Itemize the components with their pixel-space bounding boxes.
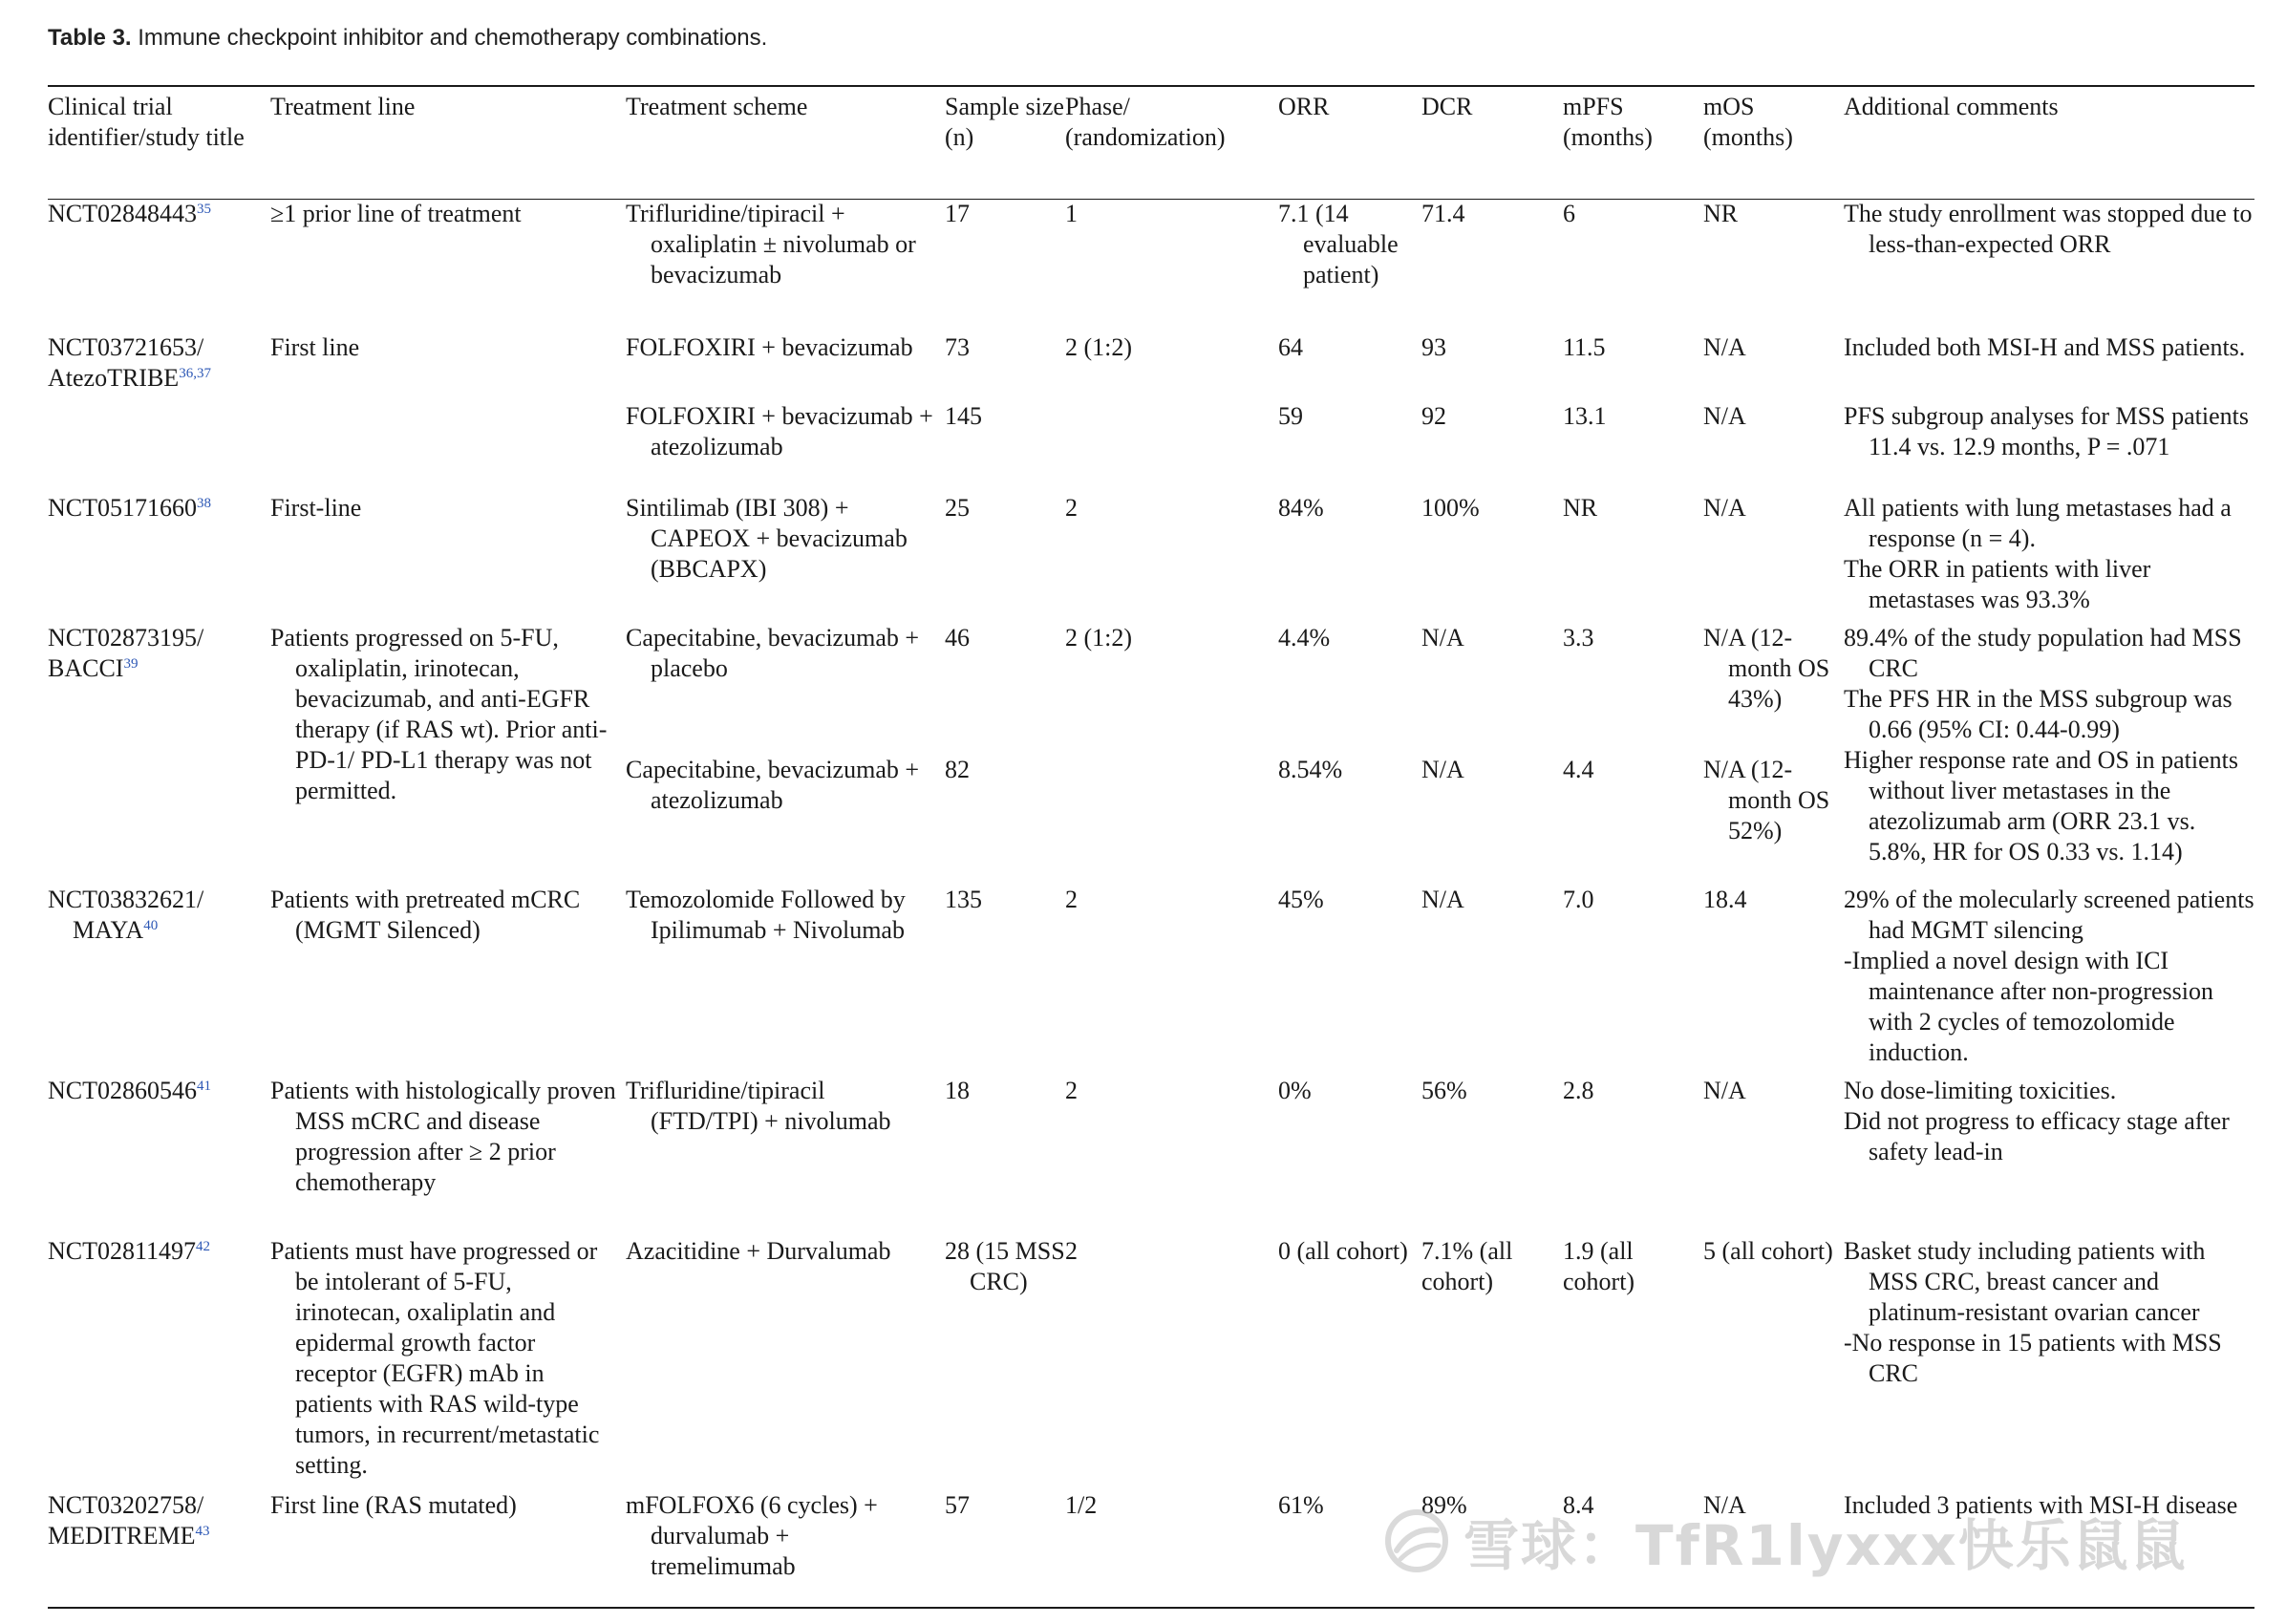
scheme-cell: Capecitabine, bevacizumab + placebo [626, 624, 920, 682]
orr-cell: 61% [1278, 1491, 1324, 1519]
phase-cell: 2 [1065, 1237, 1078, 1265]
line-cell: First line [270, 333, 360, 361]
citation-ref: 42 [196, 1239, 211, 1254]
trial-cell: NCT05171660$^{38}$ [48, 494, 211, 522]
line-cell: Patients with histologically proven MSS mCRC and disease progression after ≥ 2 prior chemotherapy [270, 1077, 616, 1196]
mos-cell: NR [1703, 200, 1739, 227]
mpfs-cell: 3.3 [1563, 624, 1594, 652]
scheme-cell: Sintilimab (IBI 308) + CAPEOX + bevacizumab (BBCAPX) [626, 494, 908, 583]
citation-ref: 41 [197, 1079, 211, 1094]
comments-cell: Included 3 patients with MSI-H disease [1844, 1491, 2238, 1519]
caption-label: Table 3. [48, 25, 132, 51]
n-cell: 57 [945, 1491, 970, 1519]
trial-cell: NCT02811497$^{42}$ [48, 1237, 211, 1265]
table-row [48, 493, 2254, 623]
dcr-cell: 100% [1421, 494, 1480, 522]
comments-cell: The study enrollment was stopped due to less-than-expected ORR [1844, 200, 2253, 258]
phase-cell: 1 [1065, 200, 1078, 227]
trial-cell: NCT02860546$^{41}$ [48, 1077, 211, 1104]
dcr-cell: N/A [1421, 886, 1464, 913]
mos-cell: N/A (12-month OS 43%) [1703, 624, 1830, 713]
mos-cell: N/A [1703, 1077, 1746, 1104]
caption-text: Immune checkpoint inhibitor and chemotherapy combinations. [131, 25, 768, 51]
table-top-rule [48, 85, 2254, 87]
phase-cell: 2 [1065, 1077, 1078, 1104]
dcr-cell: 7.1% (all cohort) [1421, 1237, 1513, 1295]
trial-cell: NCT03721653/ AtezoTRIBE$^{36,37}$ [48, 333, 211, 392]
watermark [1383, 1505, 2188, 1577]
orr-cell: 84% [1278, 494, 1324, 522]
header-mpfs: mPFS (months) [1563, 93, 1653, 151]
citation-ref: 43 [195, 1524, 210, 1539]
phase-cell: 2 [1065, 494, 1078, 522]
header-comments: Additional comments [1844, 93, 2059, 120]
line-cell: Patients progressed on 5-FU, oxaliplatin, irinotecan, bevacizumab, and anti-EGFR therapy (if RAS wt). Prior anti-PD-1/ PD-L1 therapy was not permitted. [270, 624, 608, 804]
citation-ref: 40 [143, 918, 159, 933]
header-treatment-scheme: Treatment scheme [626, 93, 808, 120]
header-dcr: DCR [1421, 93, 1473, 120]
n-cell: 145 [945, 402, 982, 430]
phase-cell: 2 (1:2) [1065, 333, 1133, 361]
n-cell: 28 (15 MSS CRC) [945, 1237, 1065, 1295]
mos-cell: N/A [1703, 333, 1746, 361]
table-header-row [48, 92, 2254, 199]
orr-cell: 45% [1278, 886, 1324, 913]
table-row [48, 199, 2254, 332]
comments-cell: PFS subgroup analyses for MSS patients 11.4 vs. 12.9 months, P = .071 [1844, 402, 2249, 460]
trial-cell: NCT02873195/ BACCI$^{39}$ [48, 624, 204, 682]
orr-cell: 0% [1278, 1077, 1312, 1104]
orr-cell: 4.4% [1278, 624, 1331, 652]
scheme-cell: Trifluridine/tipiracil + oxaliplatin ± nivolumab or bevacizumab [626, 200, 916, 288]
table-row [48, 885, 2254, 1076]
n-cell: 73 [945, 333, 970, 361]
comments-cell: Basket study including patients with MSS CRC, breast cancer and platinum-resistant ovarian cancer -No response in 15 patients with MSS CRC [1844, 1237, 2222, 1387]
n-cell: 18 [945, 1077, 970, 1104]
watermark-text: 雪球：TfR1lyxxx快乐鼠鼠 [1463, 1513, 2188, 1578]
mpfs-cell: 1.9 (all cohort) [1563, 1237, 1635, 1295]
phase-cell: 2 (1:2) [1065, 624, 1133, 652]
scheme-cell: Capecitabine, bevacizumab + atezolizumab [626, 756, 920, 814]
scheme-cell: Trifluridine/tipiracil (FTD/TPI) + nivolumab [626, 1077, 891, 1135]
trial-cell: NCT03832621/ MAYA$^{40}$ [48, 886, 204, 944]
dcr-cell: 92 [1421, 402, 1446, 430]
mpfs-cell: 2.8 [1563, 1077, 1594, 1104]
mos-cell: N/A [1703, 402, 1746, 430]
scheme-cell: FOLFOXIRI + bevacizumab [626, 333, 913, 361]
mos-cell: N/A [1703, 494, 1746, 522]
line-cell: First-line [270, 494, 362, 522]
trial-cell: NCT03202758/ MEDITREME$^{43}$ [48, 1491, 210, 1549]
dcr-cell: 56% [1421, 1077, 1467, 1104]
table-row [48, 1236, 2254, 1490]
orr-cell: 8.54% [1278, 756, 1343, 783]
trial-cell: NCT02848443$^{35}$ [48, 200, 211, 227]
mpfs-cell: 4.4 [1563, 756, 1594, 783]
orr-cell: 7.1 (14 evaluable patient) [1278, 200, 1399, 288]
n-cell: 17 [945, 200, 970, 227]
header-mos: mOS (months) [1703, 93, 1793, 151]
dcr-cell: 93 [1421, 333, 1446, 361]
mpfs-cell: 8.4 [1563, 1491, 1594, 1519]
dcr-cell: N/A [1421, 756, 1464, 783]
orr-cell: 0 (all cohort) [1278, 1237, 1408, 1265]
comments-cell: 29% of the molecularly screened patients had MGMT silencing -Implied a novel design with ICI maintenance after non-progression with 2 cycles of temozolomide induction. [1844, 886, 2254, 1066]
results-table [48, 92, 2254, 1582]
table-row [48, 623, 2254, 755]
line-cell: First line (RAS mutated) [270, 1491, 517, 1519]
n-cell: 46 [945, 624, 970, 652]
scheme-cell: Azacitidine + Durvalumab [626, 1237, 891, 1265]
snowball-logo-icon [1383, 1507, 1450, 1574]
mpfs-cell: 7.0 [1563, 886, 1594, 913]
n-cell: 135 [945, 886, 982, 913]
mos-cell: N/A (12-month OS 52%) [1703, 756, 1830, 844]
comments-cell: All patients with lung metastases had a response (n = 4). The ORR in patients with liver metastases was 93.3% [1844, 494, 2232, 613]
line-cell: ≥1 prior line of treatment [270, 200, 522, 227]
header-sample-size: Sample size (n) [945, 93, 1064, 151]
mpfs-cell: 6 [1563, 200, 1575, 227]
orr-cell: 64 [1278, 333, 1303, 361]
header-trial: Clinical trial identifier/study title [48, 93, 245, 151]
line-cell: Patients must have progressed or be intolerant of 5-FU, irinotecan, oxaliplatin and epidermal growth factor receptor (EGFR) mAb in patients with RAS wild-type tumors, in recurrent/metastatic setting. [270, 1237, 600, 1479]
comments-cell: Included both MSI-H and MSS patients. [1844, 333, 2246, 361]
dcr-cell: N/A [1421, 624, 1464, 652]
scheme-cell: Temozolomide Followed by Ipilimumab + Nivolumab [626, 886, 906, 944]
n-cell: 82 [945, 756, 970, 783]
header-orr: ORR [1278, 93, 1330, 120]
mos-cell: 5 (all cohort) [1703, 1237, 1833, 1265]
citation-ref: 39 [123, 656, 139, 672]
table-row [48, 332, 2254, 401]
scheme-cell: mFOLFOX6 (6 cycles) + durvalumab + tremelimumab [626, 1491, 878, 1580]
orr-cell: 59 [1278, 402, 1303, 430]
citation-ref: 35 [197, 202, 211, 217]
mpfs-cell: 13.1 [1563, 402, 1607, 430]
comments-cell: No dose-limiting toxicities. Did not progress to efficacy stage after safety lead-in [1844, 1077, 2230, 1165]
n-cell: 25 [945, 494, 970, 522]
header-phase: Phase/ (randomization) [1065, 93, 1226, 151]
scheme-cell: FOLFOXIRI + bevacizumab + atezolizumab [626, 402, 933, 460]
phase-cell: 2 [1065, 886, 1078, 913]
mos-cell: N/A [1703, 1491, 1746, 1519]
mpfs-cell: NR [1563, 494, 1598, 522]
table-row [48, 1076, 2254, 1236]
phase-cell: 1/2 [1065, 1491, 1098, 1519]
citation-ref: 36,37 [179, 366, 211, 381]
dcr-cell: 89% [1421, 1491, 1467, 1519]
comments-cell: 89.4% of the study population had MSS CRC The PFS HR in the MSS subgroup was 0.66 (95% CI: 0.44-0.99) Higher response rate and OS in patients without liver metastases in the atezolizumab arm (ORR 23.1 vs. 5.8%, HR for OS 0.33 vs. 1.14) [1844, 624, 2242, 865]
table-caption [48, 25, 767, 52]
mpfs-cell: 11.5 [1563, 333, 1606, 361]
mos-cell: 18.4 [1703, 886, 1747, 913]
dcr-cell: 71.4 [1421, 200, 1465, 227]
table-bottom-rule [48, 1607, 2254, 1609]
citation-ref: 38 [197, 496, 211, 511]
header-treatment-line: Treatment line [270, 93, 416, 120]
line-cell: Patients with pretreated mCRC (MGMT Silenced) [270, 886, 581, 944]
